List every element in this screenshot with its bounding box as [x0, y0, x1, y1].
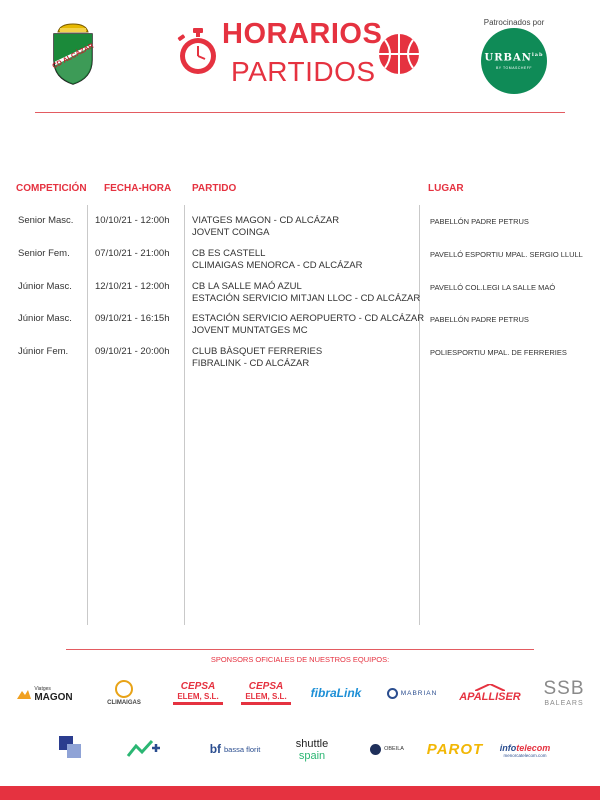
match-away: FIBRALINK - CD ALCÁZAR [192, 357, 310, 369]
mabrian-logo [382, 682, 442, 704]
urban-sub: BY TOMASCHEFF [495, 65, 533, 70]
basketball-icon [377, 32, 421, 76]
sponsors-divider [66, 649, 534, 650]
shuttle-spain-logo [286, 730, 338, 770]
cell-competition: Júnior Masc. [18, 313, 72, 324]
cell-competition: Júnior Fem. [18, 346, 69, 357]
shuttle-word: shuttle [295, 738, 329, 750]
match-away: CLIMAIGAS MENORCA - CD ALCÁZAR [192, 259, 363, 271]
col-head-match: PARTIDO [192, 183, 237, 194]
table-row [0, 248, 600, 282]
title-horarios: HORARIOS [222, 18, 383, 50]
cell-datetime: 10/10/21 - 12:00h [95, 215, 170, 226]
ssb-small: BALEARS [544, 699, 584, 707]
match-home: CB ES CASTELL [192, 248, 266, 259]
apalliser-name: APALLISER [459, 690, 521, 703]
cell-competition: Senior Fem. [18, 248, 70, 259]
mabrian-mark-icon [387, 688, 398, 699]
match-away: JOVENT COINGA [192, 226, 270, 238]
cell-competition: Júnior Masc. [18, 281, 72, 292]
cell-datetime: 12/10/21 - 12:00h [95, 281, 170, 292]
check-mark-logo [122, 734, 166, 764]
table-row [0, 281, 600, 315]
table-row [0, 215, 600, 249]
fibralink-name: fibraLink [310, 686, 362, 700]
apalliser-roof-icon [475, 684, 505, 691]
bassa-florit-logo [202, 738, 268, 760]
cepsa-top: CEPSA [248, 681, 284, 692]
cell-venue: PABELLÓN PADRE PETRUS [430, 217, 529, 226]
climaigas-logo [100, 676, 148, 710]
obeila-mark-icon [370, 744, 381, 755]
match-away: ESTACIÓN SERVICIO MITJAN LLOC - CD ALCÁZAR [192, 292, 421, 304]
cell-match [192, 346, 322, 369]
climaigas-mark-icon [115, 680, 133, 698]
cell-match [192, 215, 339, 238]
viatges-big: MAGON [34, 691, 73, 703]
infotelecom-url: menorcatelecom.com [503, 752, 547, 758]
infotelecom-logo [498, 738, 552, 762]
club-crest-logo [50, 22, 96, 86]
bottom-bar [0, 786, 600, 800]
urban-sponsor-logo [481, 28, 547, 94]
bassa-mark: bf [209, 742, 222, 756]
cell-datetime: 09/10/21 - 16:15h [95, 313, 170, 324]
viatges-magon-logo [12, 680, 78, 708]
header-divider [35, 112, 565, 113]
col-head-venue: LUGAR [428, 183, 464, 194]
table-row [0, 313, 600, 347]
spain-word: spain [298, 750, 326, 762]
col-head-datetime: FECHA-HORA [104, 183, 172, 194]
cell-competition: Senior Masc. [18, 215, 74, 226]
urban-name: URBAN [484, 52, 532, 64]
sponsor-caption: Patrocinados por [483, 18, 545, 27]
parot-name: PAROT [426, 740, 484, 758]
square-mark-icon [59, 736, 81, 758]
info-word: info [499, 742, 517, 753]
cell-venue: PAVELLÓ ESPORTIU MPAL. SERGIO LLULL [430, 250, 583, 259]
apalliser-logo [456, 680, 524, 706]
trend-check-icon [126, 738, 162, 760]
cell-venue: PABELLÓN PADRE PETRUS [430, 315, 529, 324]
telecom-word: telecom [516, 742, 551, 753]
climaigas-name: CLIMAIGAS [107, 700, 141, 706]
cepsa-mid: ELEM, S.L. [177, 692, 219, 701]
cell-venue: PAVELLÓ COL.LEGI LA SALLE MAÓ [430, 283, 556, 292]
ssb-big: SSB [543, 677, 585, 699]
viatges-small: Viatges [34, 685, 51, 692]
crest-text: CD ALCÁZAR [51, 42, 96, 71]
obeila-name: OBEILA [384, 746, 404, 752]
cell-datetime: 07/10/21 - 21:00h [95, 248, 170, 259]
obeila-logo [362, 738, 412, 760]
match-home: ESTACIÓN SERVICIO AEROPUERTO - CD ALCÁZAR [192, 313, 425, 324]
sponsors-heading: SPONSORS OFICIALES DE NUESTROS EQUIPOS: [210, 655, 390, 664]
fibralink-logo [304, 682, 368, 704]
cell-match [192, 248, 363, 271]
parot-logo [424, 738, 486, 760]
title-partidos: PARTIDOS [231, 56, 376, 87]
cepsa-top: CEPSA [180, 681, 216, 692]
cepsa-mid: ELEM, S.L. [245, 692, 287, 701]
cepsa-elem-logo [170, 678, 226, 708]
cell-match [192, 313, 424, 336]
cell-datetime: 09/10/21 - 20:00h [95, 346, 170, 357]
mabrian-name: MABRIAN [400, 689, 438, 697]
match-away: JOVENT MUNTATGES MC [192, 324, 308, 336]
match-home: VIATGES MAGON - CD ALCÁZAR [192, 215, 340, 226]
match-home: CLUB BÀSQUET FERRERIES [192, 346, 323, 357]
cell-venue: POLIESPORTIU MPAL. DE FERRERIES [430, 348, 567, 357]
stopwatch-icon [176, 26, 220, 78]
urban-sup: lab [531, 52, 544, 59]
brand-square-logo [50, 730, 90, 764]
magon-mark-icon [17, 689, 31, 699]
col-head-competition: COMPETICIÓN [16, 183, 87, 194]
cepsa-elem-logo-2 [238, 678, 294, 708]
cell-match [192, 281, 420, 304]
ssb-logo [538, 674, 590, 710]
bassa-name: bassa florit [224, 744, 261, 754]
match-home: CB LA SALLE MAÓ AZUL [192, 281, 302, 292]
table-row [0, 346, 600, 380]
